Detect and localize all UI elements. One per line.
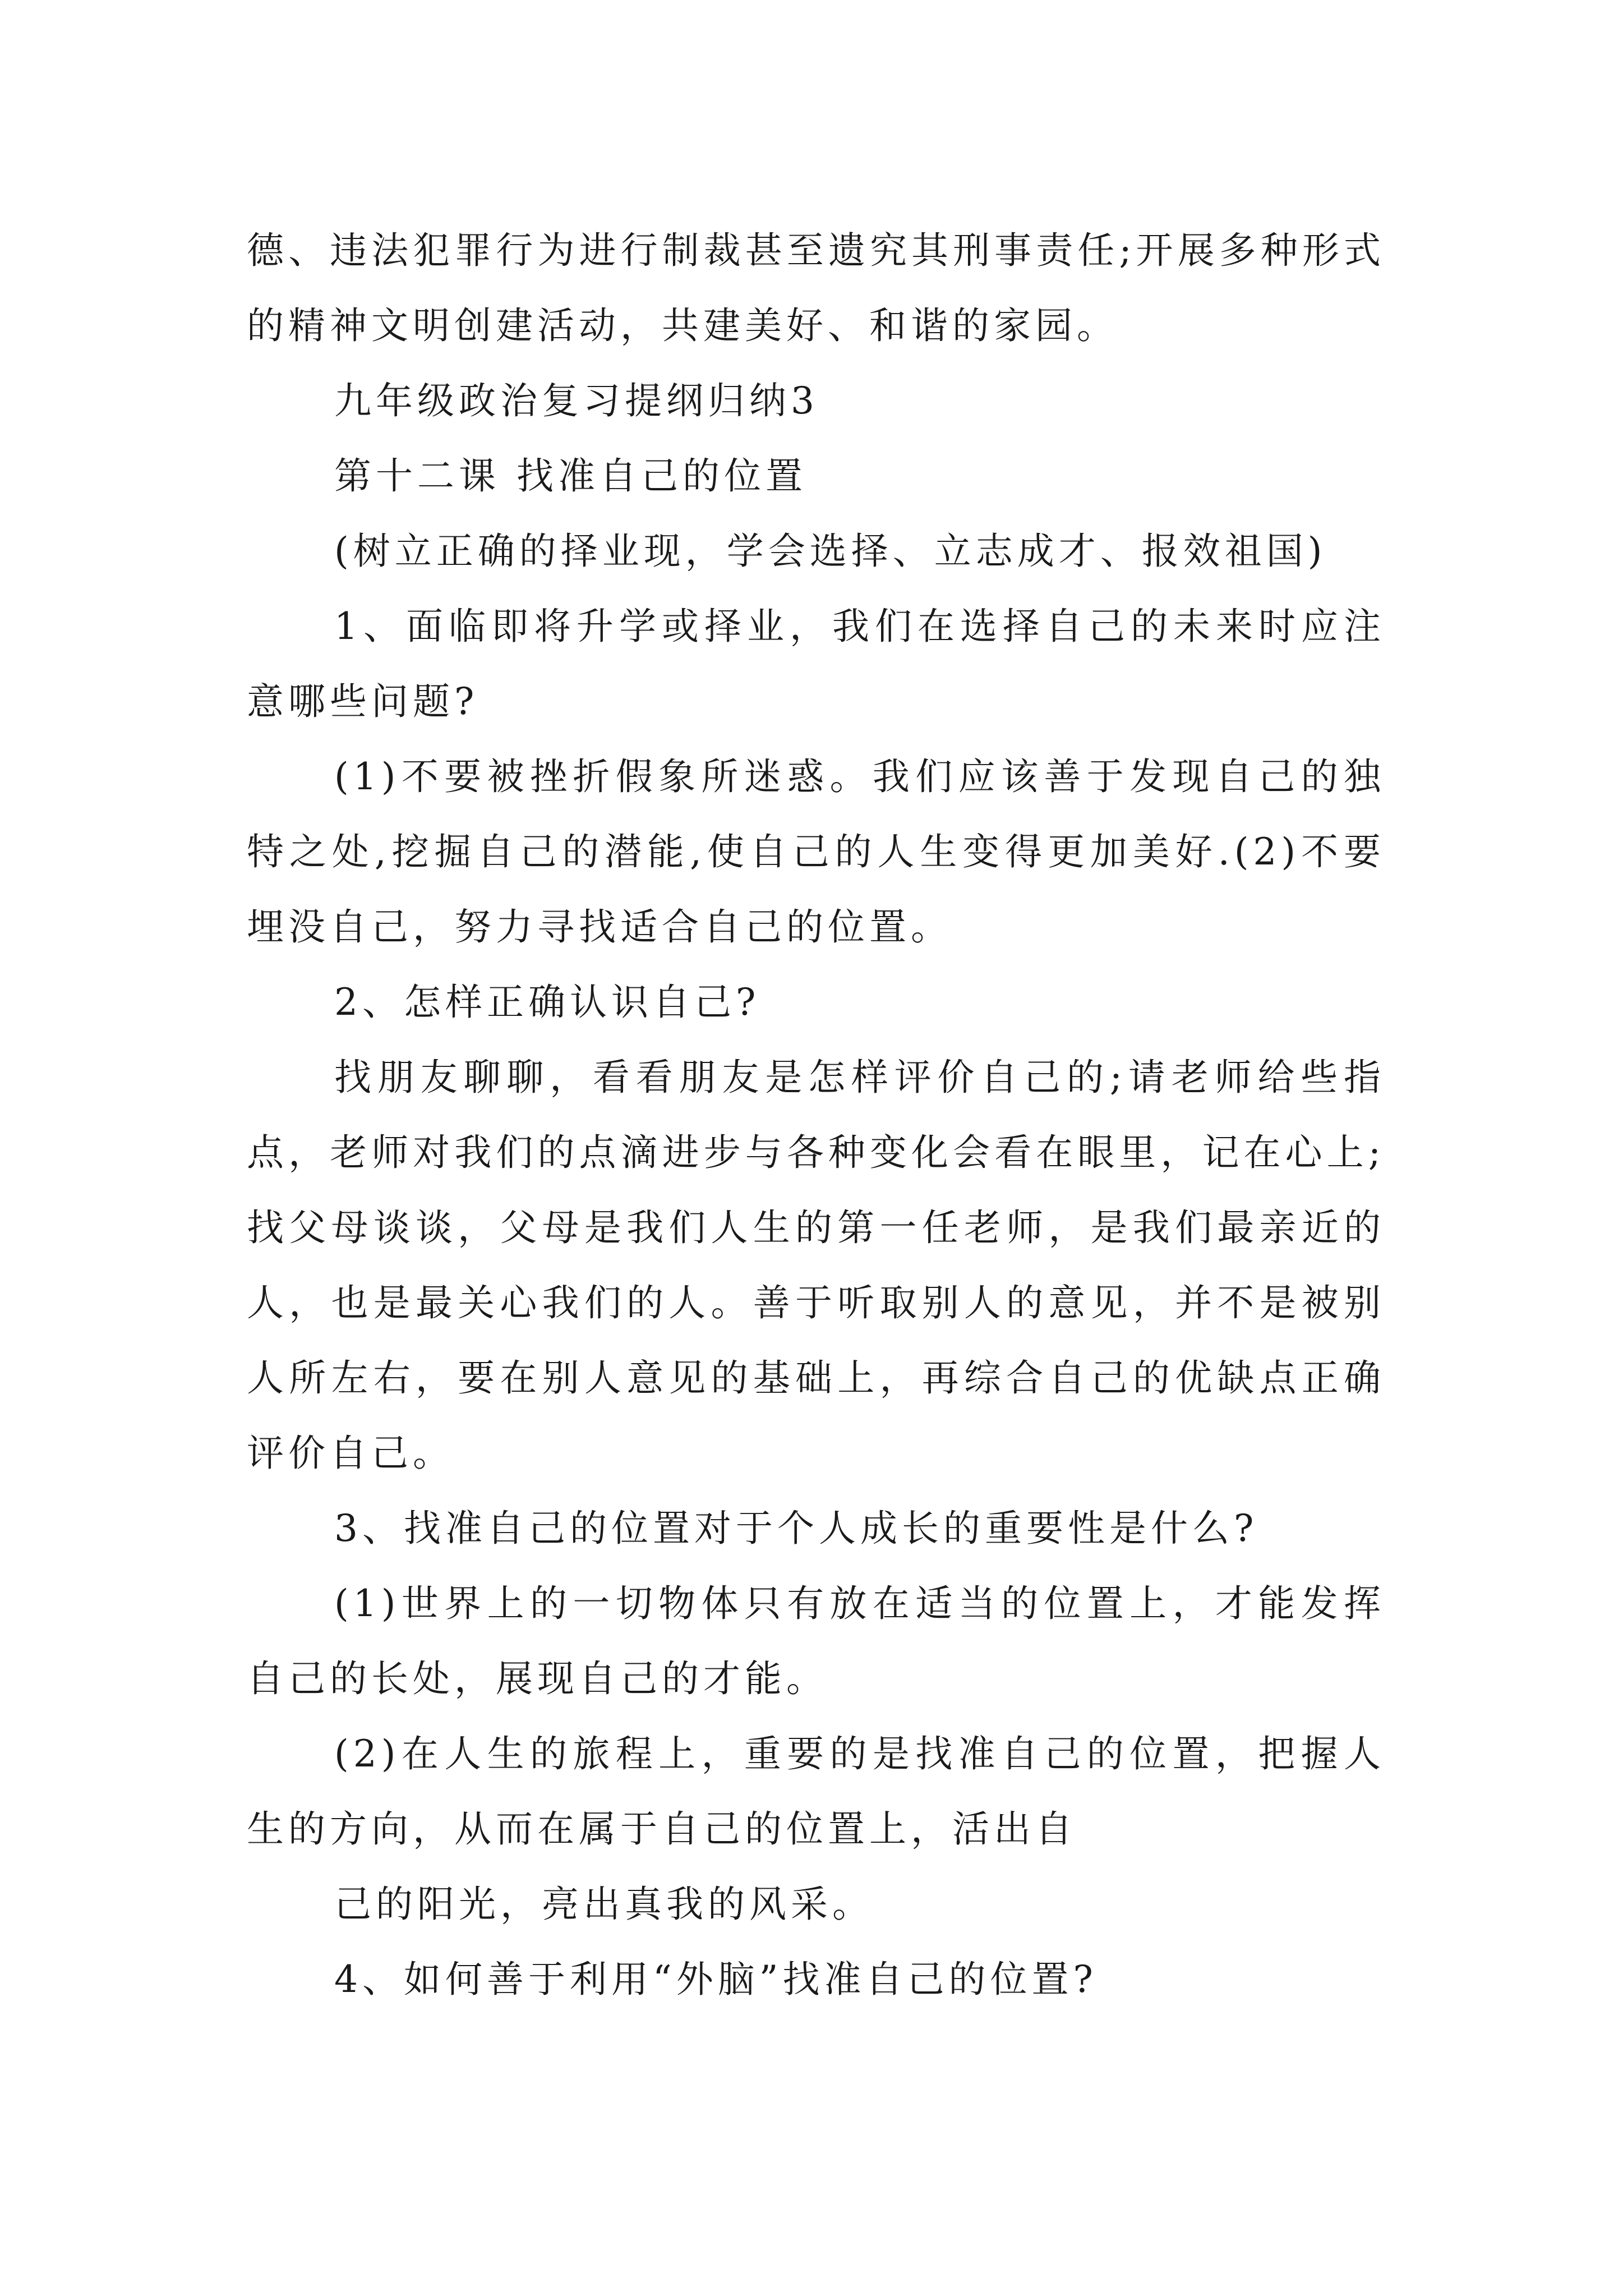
answer-1: (1)不要被挫折假象所迷惑。我们应该善于发现自己的独特之处,挖掘自己的潜能,使自己的人生变得更加美好.(2)不要埋没自己，努力寻找适合自己的位置。 [247, 755, 1385, 949]
section-heading: 九年级政治复习提纲归纳3 [334, 379, 819, 422]
answer-3-part-2: (2)在人生的旅程上，重要的是找准自己的位置，把握人生的方向，从而在属于自己的位置上，活出自 [247, 1732, 1385, 1851]
answer-2: 找朋友聊聊，看看朋友是怎样评价自己的;请老师给些指点，老师对我们的点滴进步与各种变化会看在眼里，记在心上;找父母谈谈，父母是我们人生的第一任老师，是我们最亲近的人，也是最关心我们的人。善于听取别人的意见，并不是被别人所左右，要在别人意见的基础上，再综合自己的优缺点正确评价自己。 [247, 1056, 1385, 1475]
paragraph-continuation: 德、违法犯罪行为进行制裁甚至遗究其刑事责任;开展多种形式的精神文明创建活动，共建美好、和谐的家园。 [247, 229, 1385, 347]
answer-3-part-2-continued: 己的阳光，亮出真我的风采。 [334, 1883, 874, 1926]
question-1: 1、面临即将升学或择业，我们在选择自己的未来时应注意哪些问题? [247, 605, 1385, 723]
document-page [247, 213, 1385, 2017]
question-2: 2、怎样正确认识自己? [334, 981, 760, 1024]
lesson-title: 第十二课 找准自己的位置 [334, 454, 807, 498]
question-3: 3、找准自己的位置对于个人成长的重要性是什么? [334, 1507, 1258, 1550]
question-4: 4、如何善于利用“外脑”找准自己的位置? [334, 1958, 1098, 2001]
lesson-subtitle: (树立正确的择业现，学会选择、立志成才、报效祖国) [334, 530, 1327, 573]
answer-3-part-1: (1)世界上的一切物体只有放在适当的位置上，才能发挥自己的长处，展现自己的才能。 [247, 1582, 1385, 1700]
